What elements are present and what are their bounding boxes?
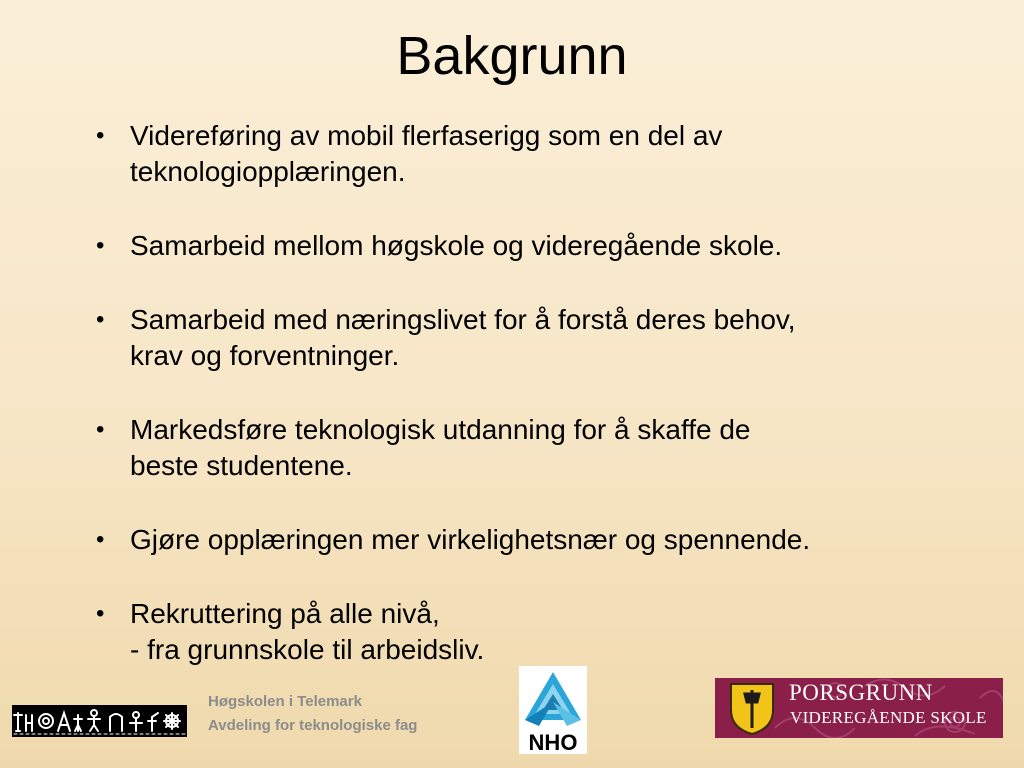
porsgrunn-school-type: VIDEREGÅENDE SKOLE: [790, 708, 987, 727]
bullet-text-line: Samarbeid mellom høgskole og videregående skole.: [130, 230, 783, 261]
bullet-item: [96, 522, 926, 558]
bullet-text-line: beste studentene.: [130, 450, 353, 481]
bullet-icon: •: [96, 600, 105, 627]
institution-name: Høgskolen i Telemark: [208, 693, 362, 710]
nho-label: NHO: [528, 730, 578, 754]
bullet-icon: •: [96, 122, 105, 149]
bullet-icon: •: [96, 306, 105, 333]
bullet-item: [96, 302, 926, 374]
bullet-text-line: teknologiopplæringen.: [130, 156, 406, 187]
nho-logo: [519, 666, 587, 754]
department-name: Avdeling for teknologiske fag: [208, 717, 418, 734]
bullet-text-line: krav og forventninger.: [130, 340, 400, 371]
bullet-item: [96, 118, 926, 190]
bullet-list: [96, 118, 926, 706]
bullet-icon: •: [96, 232, 105, 259]
institution-text-block: [208, 690, 417, 738]
bullet-text-line: - fra grunnskole til arbeidsliv.: [130, 634, 485, 665]
bullet-text-line: Rekruttering på alle nivå,: [130, 598, 440, 629]
bullet-text-line: Gjøre opplæringen mer virkelighetsnær og spennende.: [130, 524, 811, 555]
porsgrunn-logo: [715, 678, 1003, 738]
slide-title: Bakgrunn: [396, 26, 628, 86]
bullet-text-line: Markedsføre teknologisk utdanning for å skaffe de: [130, 414, 751, 445]
bullet-item: [96, 412, 926, 484]
rock-carving-icon: [12, 705, 187, 737]
porsgrunn-name: PORSGRUNN: [789, 680, 933, 705]
coat-of-arms-icon: [727, 680, 777, 736]
bullet-item: [96, 228, 926, 264]
bullet-icon: •: [96, 526, 105, 553]
bullet-text-line: Samarbeid med næringslivet for å forstå deres behov,: [130, 304, 796, 335]
bullet-icon: •: [96, 416, 105, 443]
telemark-logo: [12, 705, 187, 737]
bullet-text-line: Videreføring av mobil flerfaserigg som en del av: [130, 120, 723, 151]
bullet-item: [96, 596, 926, 668]
nho-triangle-icon: [519, 666, 587, 754]
